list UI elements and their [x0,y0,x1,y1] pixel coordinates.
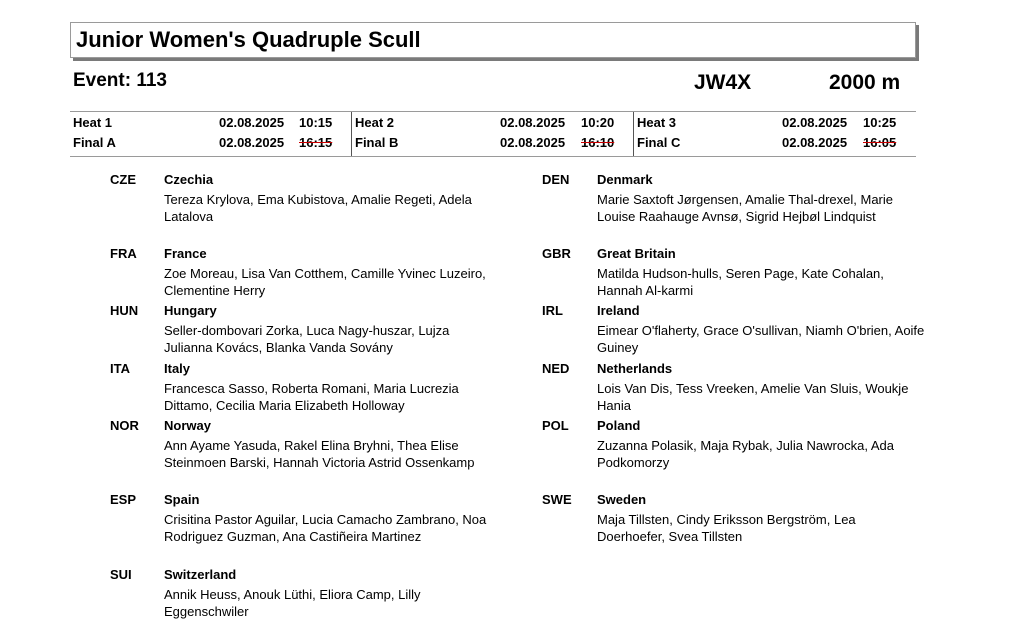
country-code: HUN [110,303,139,318]
boat-class: JW4X [694,71,752,94]
country-code: SWE [542,492,572,507]
race-name: Heat 2 [355,115,395,130]
schedule-column [70,112,344,156]
country-name: Poland [597,418,641,433]
race-row [355,115,626,135]
country-code: DEN [542,172,570,187]
race-time-struck: 16:15 [299,135,333,150]
schedule-column [351,112,626,156]
country-name: Switzerland [164,567,237,582]
race-row [637,115,917,135]
country-name: Czechia [164,172,214,187]
crew-names: Crisitina Pastor Aguilar, Lucia Camacho Zambrano, Noa Rodriguez Guzman, Ana Castiñeira Martinez [164,512,487,544]
race-date: 02.08.2025 [500,135,566,150]
crew-names: Tereza Krylova, Ema Kubistova, Amalie Regeti, Adela Latalova [164,192,472,224]
race-time-struck: 16:10 [581,135,615,150]
crew-names: Francesca Sasso, Roberta Romani, Maria Lucrezia Dittamo, Cecilia Maria Elizabeth Holloway [164,381,459,413]
crew-names: Annik Heuss, Anouk Lüthi, Eliora Camp, Lilly Eggenschwiler [164,587,421,619]
race-row [73,115,344,135]
race-date: 02.08.2025 [500,115,566,130]
country-code: ITA [110,361,130,376]
country-name: Netherlands [597,361,673,376]
race-time: 10:25 [863,115,897,130]
crew-names: Zuzanna Polasik, Maja Rybak, Julia Nawrocka, Ada Podkomorzy [597,438,894,470]
country-name: Spain [164,492,200,507]
race-schedule [70,111,916,157]
country-name: Hungary [164,303,217,318]
crew-names: Marie Saxtoft Jørgensen, Amalie Thal-drexel, Marie Louise Raahauge Avnsø, Sigrid Hejbøl Lindquist [597,192,893,224]
page-title: Junior Women's Quadruple Scull [76,27,421,52]
country-code: FRA [110,246,137,261]
race-row [355,135,626,155]
race-time: 10:15 [299,115,333,130]
country-name: Denmark [597,172,653,187]
race-row [73,135,344,155]
race-date: 02.08.2025 [782,135,848,150]
race-time-struck: 16:05 [863,135,897,150]
crew-names: Eimear O'flaherty, Grace O'sullivan, Niamh O'brien, Aoife Guiney [597,323,925,355]
country-name: Sweden [597,492,647,507]
race-distance: 2000 m [829,71,901,94]
country-code: ESP [110,492,137,507]
race-name: Final C [637,135,681,150]
country-code: NED [542,361,570,376]
crew-names: Maja Tillsten, Cindy Eriksson Bergström, Lea Doerhoefer, Svea Tillsten [597,512,856,544]
country-name: Ireland [597,303,640,318]
event-number: Event: 113 [73,70,167,91]
country-code: CZE [110,172,136,187]
race-date: 02.08.2025 [782,115,848,130]
country-name: Great Britain [597,246,676,261]
race-time: 10:20 [581,115,615,130]
crew-names: Lois Van Dis, Tess Vreeken, Amelie Van Sluis, Woukje Hania [597,381,909,413]
race-date: 02.08.2025 [219,115,285,130]
country-name: Italy [164,361,191,376]
race-name: Heat 3 [637,115,677,130]
title-box [70,22,916,58]
race-date: 02.08.2025 [219,135,285,150]
country-code: NOR [110,418,139,433]
crew-names: Ann Ayame Yasuda, Rakel Elina Bryhni, Thea Elise Steinmoen Barski, Hannah Victoria Astrid Ossenkamp [164,438,475,470]
country-code: IRL [542,303,563,318]
crew-names: Seller-dombovari Zorka, Luca Nagy-huszar, Lujza Julianna Kovács, Blanka Vanda Sovány [164,323,450,355]
schedule-column [633,112,917,156]
race-name: Heat 1 [73,115,113,130]
country-code: SUI [110,567,132,582]
crew-names: Matilda Hudson-hulls, Seren Page, Kate Cohalan, Hannah Al-karmi [597,266,884,298]
race-name: Final A [73,135,116,150]
country-code: POL [542,418,569,433]
race-name: Final B [355,135,399,150]
country-name: Norway [164,418,211,433]
country-code: GBR [542,246,571,261]
race-row [637,135,917,155]
country-name: France [164,246,207,261]
crew-names: Zoe Moreau, Lisa Van Cotthem, Camille Yvinec Luzeiro, Clementine Herry [164,266,486,298]
